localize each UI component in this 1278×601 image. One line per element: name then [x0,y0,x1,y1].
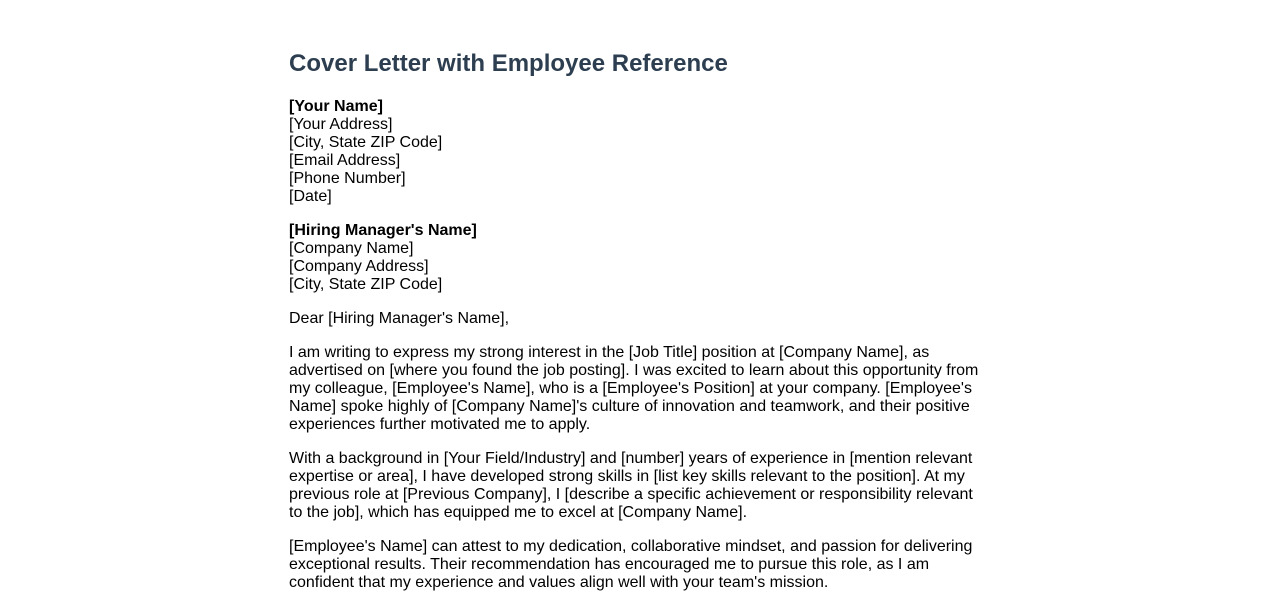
sender-name: [Your Name] [289,98,383,115]
letter-date: [Date] [289,188,332,205]
page-title: Cover Letter with Employee Reference [289,50,728,77]
body-paragraph-reference: [Employee's Name] can attest to my dedication, collaborative mindset, and passion for delivering exceptional results. Their recommendation has encouraged me to pursue this role, as I am confident that my experience and values align well with your team's mission. [289,538,973,591]
recipient-name: [Hiring Manager's Name] [289,222,477,239]
sender-email: [Email Address] [289,152,401,169]
salutation: Dear [Hiring Manager's Name], [289,310,510,327]
sender-address-block [289,98,989,206]
body-paragraph-experience: With a background in [Your Field/Industry] and [number] years of experience in [mention relevant expertise or area], I have developed strong skills in [list key skills relevant to the position]. At my previous role at [Previous Company], I [describe a specific achievement or responsibility relevant to the job], which has equipped me to excel at [Company Name]. [289,450,973,521]
sender-city-state-zip: [City, State ZIP Code] [289,134,443,151]
recipient-company-address: [Company Address] [289,258,429,275]
recipient-address-block [289,222,989,294]
cover-letter-document [289,48,989,592]
recipient-city-state-zip: [City, State ZIP Code] [289,276,443,293]
body-paragraph-intro: I am writing to express my strong interest in the [Job Title] position at [Company Name], as advertised on [where you found the job posting]. I was excited to learn about this opportunity from my colleague, [Employee's Name], who is a [Employee's Position] at your company. [Employee's Name] spoke highly of [Company Name]'s culture of innovation and teamwork, and their positive experiences further motivated me to apply. [289,344,979,433]
recipient-company: [Company Name] [289,240,414,257]
sender-phone: [Phone Number] [289,170,406,187]
sender-address: [Your Address] [289,116,393,133]
